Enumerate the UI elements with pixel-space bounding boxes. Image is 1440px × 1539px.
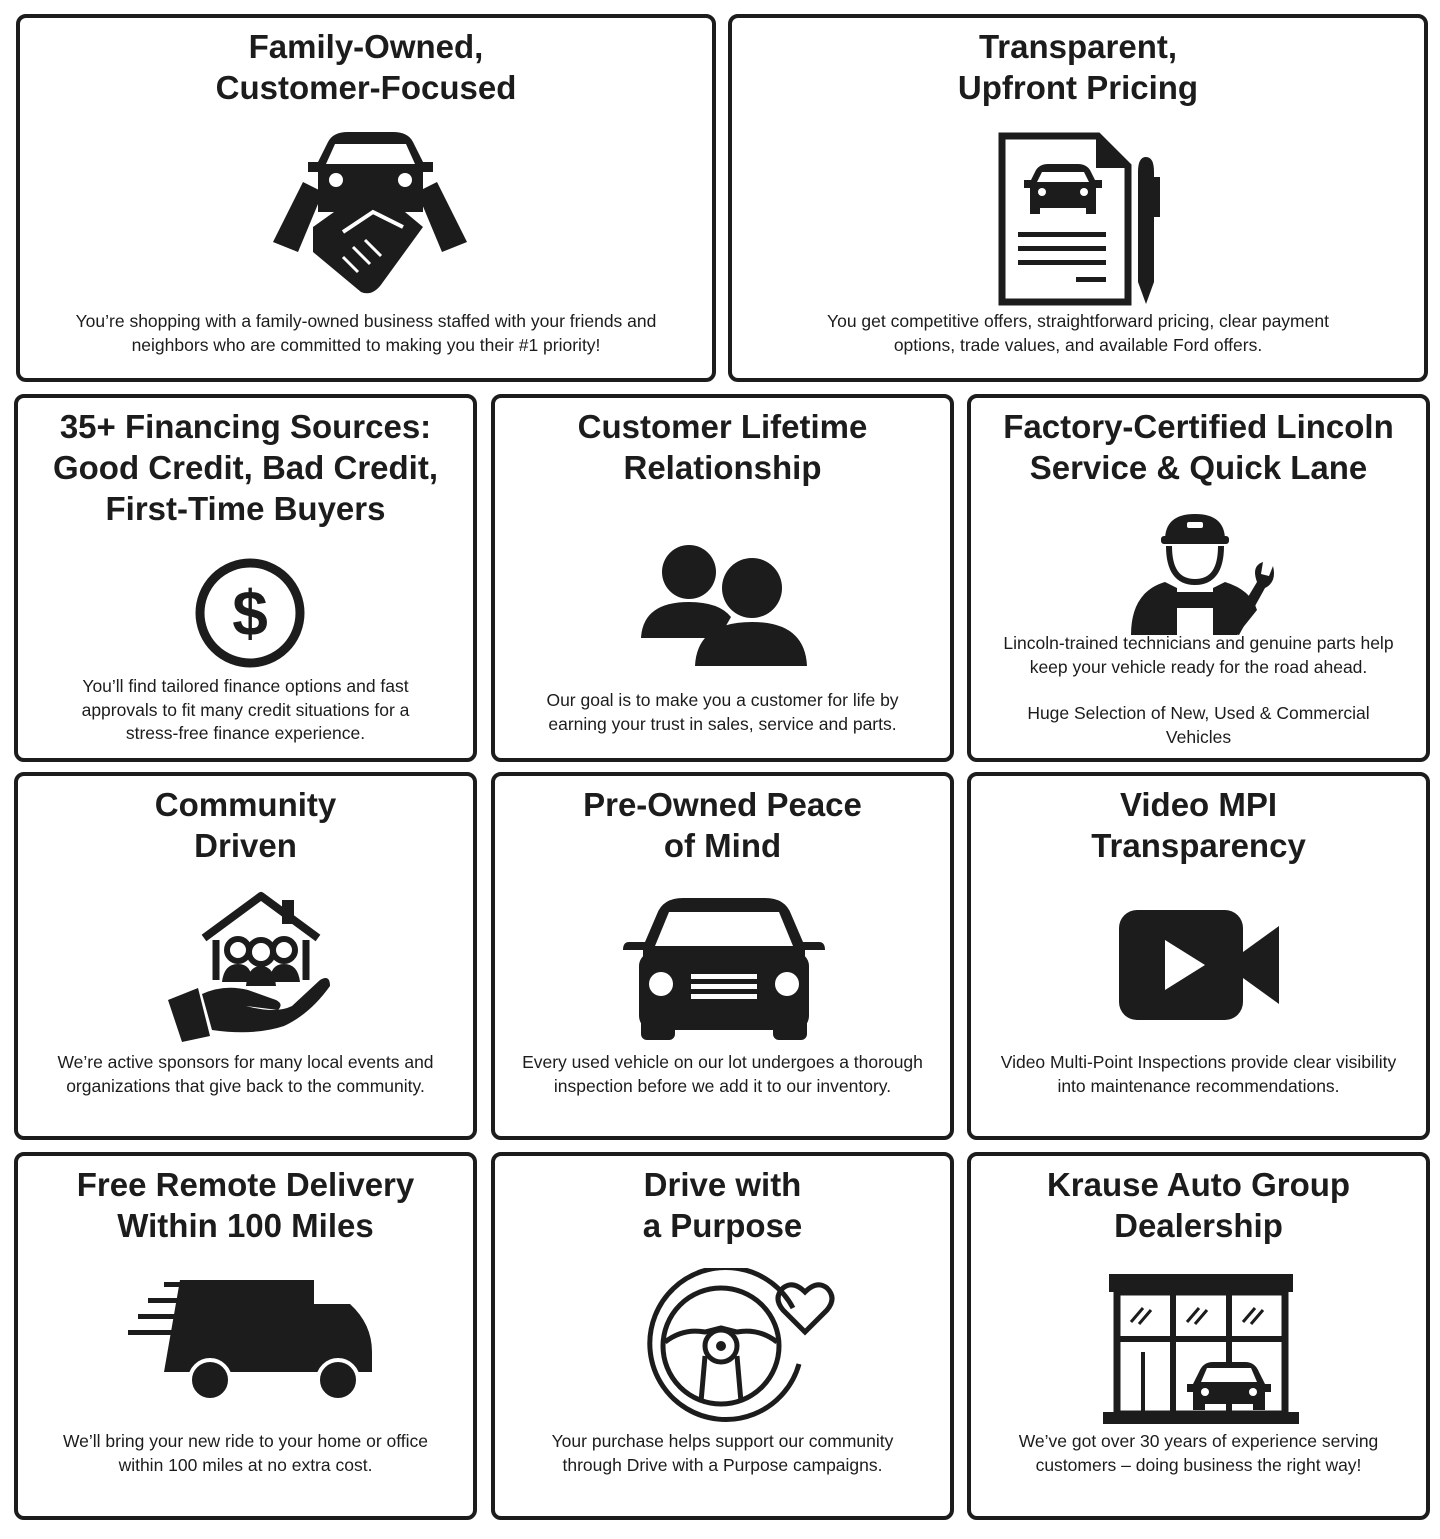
feature-card-remote-delivery — [14, 1152, 477, 1520]
delivery-truck-icon — [124, 1276, 376, 1402]
feature-card-krause-dealership — [967, 1152, 1430, 1520]
feature-card-community-driven — [14, 772, 477, 1140]
card-description-secondary: Huge Selection of New, Used & Commercial Vehicles — [1027, 703, 1370, 747]
card-description: Video Multi-Point Inspections provide clear visibility into maintenance recommendations. — [1000, 1052, 1397, 1096]
feature-card-lifetime-relationship — [491, 394, 954, 762]
card-title: Community Driven — [154, 786, 337, 864]
dealership-building-icon — [1103, 1272, 1299, 1424]
feature-card-family-owned — [16, 14, 716, 382]
card-title: Free Remote Delivery Within 100 Miles — [76, 1166, 415, 1244]
handshake-car-icon — [273, 132, 467, 302]
feature-card-lincoln-service — [967, 394, 1430, 762]
svg-text:$: $ — [232, 577, 268, 649]
users-icon — [639, 542, 809, 670]
car-front-icon — [619, 894, 829, 1040]
card-description: We’re active sponsors for many local events and organizations that give back to the community. — [57, 1052, 434, 1096]
feature-card-pre-owned — [491, 772, 954, 1140]
feature-card-drive-with-purpose — [491, 1152, 954, 1520]
card-description: You get competitive offers, straightforward pricing, clear payment options, trade values, and available Ford offers. — [827, 311, 1329, 355]
card-description: Our goal is to make you a customer for life by earning your trust in sales, service and parts. — [546, 690, 899, 734]
card-title: Drive with a Purpose — [642, 1166, 803, 1244]
feature-card-financing — [14, 394, 477, 762]
card-description: Your purchase helps support our community through Drive with a Purpose campaigns. — [551, 1431, 894, 1475]
card-description: We’ll bring your new ride to your home or office within 100 miles at no extra cost. — [62, 1431, 429, 1475]
card-title: Video MPI Transparency — [1091, 786, 1306, 864]
steering-wheel-heart-icon — [643, 1268, 839, 1424]
card-description: Lincoln-trained technicians and genuine parts help keep your vehicle ready for the road ahead. — [1003, 633, 1394, 677]
card-description: We’ve got over 30 years of experience serving customers – doing business the right way! — [1018, 1431, 1379, 1475]
community-hand-icon — [164, 890, 334, 1042]
card-description: You’ll find tailored finance options and fast approvals to fit many credit situations for a stress-free finance experience. — [81, 676, 410, 743]
card-title: Pre-Owned Peace of Mind — [583, 786, 862, 864]
card-title: Family-Owned, Customer-Focused — [215, 28, 517, 106]
card-description: Every used vehicle on our lot undergoes a thorough inspection before we add it to our inventory. — [522, 1052, 923, 1096]
dollar-icon — [194, 557, 306, 669]
feature-card-transparent-pricing — [728, 14, 1428, 382]
mechanic-icon — [1127, 510, 1277, 635]
card-description: You’re shopping with a family-owned business staffed with your friends and neighbors who are committed to making you their #1 priority! — [75, 311, 657, 355]
video-camera-icon — [1119, 908, 1281, 1022]
card-title: Factory-Certified Lincoln Service & Quick Lane — [1003, 408, 1394, 486]
feature-card-video-mpi — [967, 772, 1430, 1140]
card-title: Krause Auto Group Dealership — [1046, 1166, 1351, 1244]
card-title: Customer Lifetime Relationship — [577, 408, 868, 486]
document-pen-icon — [998, 132, 1168, 307]
card-title: Transparent, Upfront Pricing — [957, 28, 1199, 106]
card-title: 35+ Financing Sources: Good Credit, Bad Credit, First-Time Buyers — [52, 408, 438, 527]
